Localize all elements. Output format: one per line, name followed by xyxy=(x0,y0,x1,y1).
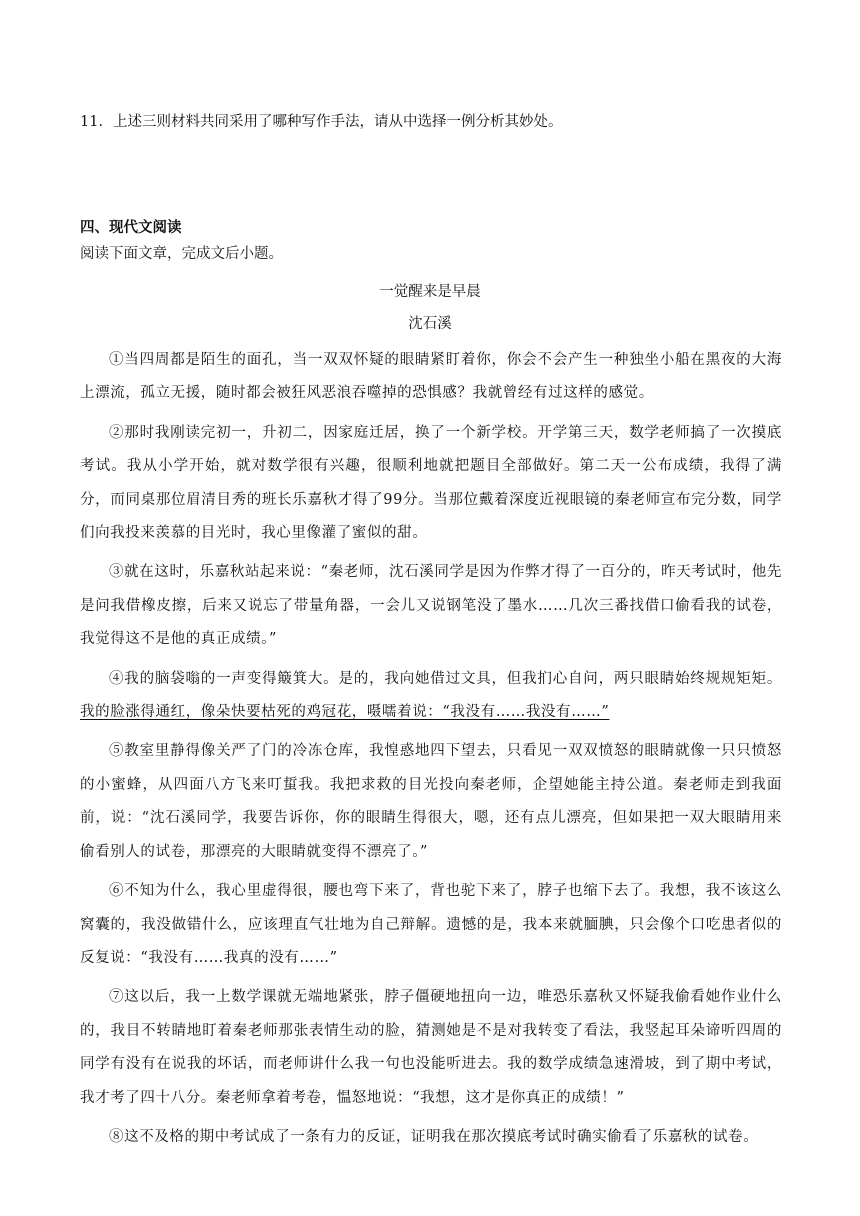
article-author: 沈石溪 xyxy=(408,316,452,332)
paragraph-text: ⑥不知为什么，我心里虚得很，腰也弯下来了，背也驼下来了，脖子也缩下去了。我想，我不该这么窝囊的，我没做错什么，应该理直气壮地为自己辩解。遗憾的是，我本来就腼腆，只会像个口吃患者似的反复说：“我没有……我真的没有……” xyxy=(80,883,782,966)
paragraph-5 xyxy=(80,735,782,869)
question-11: 11．上述三则材料共同采用了哪种写作手法，请从中选择一例分析其妙处。 xyxy=(80,114,563,130)
paragraph-2 xyxy=(80,417,782,551)
article-body xyxy=(80,344,782,1160)
paragraph-text: ⑦这以后，我一上数学课就无端地紧张，脖子僵硬地扭向一边，唯恐乐嘉秋又怀疑我偷看她作业什么的，我目不转睛地盯着秦老师那张表情生动的脸，猜测她是不是对我转变了看法，我竖起耳朵谛听四周的同学有没有在说我的坏话，而老师讲什么我一句也没能听进去。我的数学成绩急速滑坡，到了期中考试，我才考了四十八分。秦老师拿着考卷，愠怒地说：“我想，这才是你真正的成绩！” xyxy=(80,989,782,1106)
section-title: 四、现代文阅读 xyxy=(80,220,182,236)
paragraph-text: ⑧这不及格的期中考试成了一条有力的反证，证明我在那次摸底考试时确实偷看了乐嘉秋的试卷。 xyxy=(109,1128,759,1145)
paragraph-7 xyxy=(80,981,782,1115)
paragraph-text: ⑤教室里静得像关严了门的冷冻仓库，我惶惑地四下望去，只看见一双双愤怒的眼睛就像一只只愤怒的小蜜蜂，从四面八方飞来叮蜇我。我把求救的目光投向秦老师，企望她能主持公道。秦老师走到我面前，说：“沈石溪同学，我要告诉你，你的眼睛生得很大，嗯，还有点儿漂亮，但如果把一双大眼睛用来偷看别人的试卷，那漂亮的大眼睛就变得不漂亮了。” xyxy=(80,743,782,860)
paragraph-3 xyxy=(80,556,782,656)
paragraph-text: ①当四周都是陌生的面孔，当一双双怀疑的眼睛紧盯着你，你会不会产生一种独坐小船在黑夜的大海上漂流，孤立无援，随时都会被狂风恶浪吞噬掉的恐惧感？我就曾经有过这样的感觉。 xyxy=(80,352,782,402)
article-title: 一觉醒来是早晨 xyxy=(379,284,481,300)
paragraph-6 xyxy=(80,875,782,975)
paragraph-1 xyxy=(80,344,782,411)
reading-instruction: 阅读下面文章，完成文后小题。 xyxy=(80,246,283,262)
paragraph-8 xyxy=(80,1121,782,1154)
paragraph-text: ②那时我刚读完初一，升初二，因家庭迁居，换了一个新学校。开学第三天，数学老师搞了一次摸底考试。我从小学开始，就对数学很有兴趣，很顺利地就把题目全部做好。第二天一公布成绩，我得了满分，而同桌那位眉清目秀的班长乐嘉秋才得了99分。当那位戴着深度近视眼镜的秦老师宣布完分数，同学们向我投来羡慕的目光时，我心里像灌了蜜似的甜。 xyxy=(80,424,782,542)
paragraph-text: ④我的脑袋嗡的一声变得簸箕大。是的，我向她借过文具，但我扪心自问，两只眼睛始终规规矩矩。 xyxy=(109,670,782,687)
paragraph-4 xyxy=(80,663,782,730)
paragraph-text: ③就在这时，乐嘉秋站起来说：“秦老师，沈石溪同学是因为作弊才得了一百分的，昨天考试时，他先是问我借橡皮擦，后来又说忘了带量角器，一会儿又说钢笔没了墨水……几次三番找借口偷看我的试卷，我觉得这不是他的真正成绩。” xyxy=(80,564,782,648)
underlined-sentence: 我的脸涨得通红，像朵快要枯死的鸡冠花，嗫嚅着说：“我没有……我没有……” xyxy=(80,704,610,721)
